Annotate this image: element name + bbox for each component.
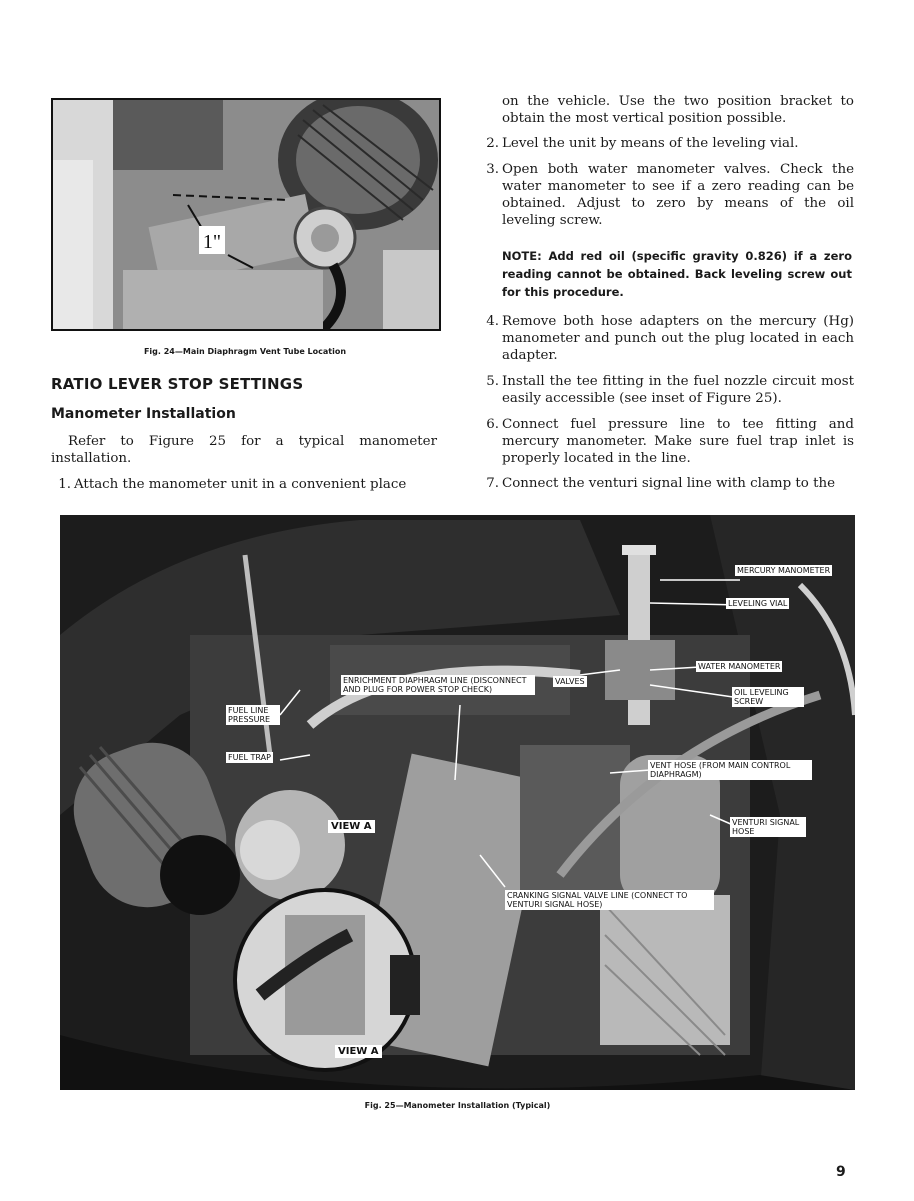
step-4	[479, 313, 854, 364]
note-block: NOTE: Add red oil (specific gravity 0.826) if a zero reading cannot be obtained. Back leveling screw out for this procedure.	[502, 249, 852, 299]
step-number: 3.	[486, 162, 499, 177]
callout-valves: VALVES	[555, 677, 585, 686]
sub-heading: Manometer Installation	[51, 406, 236, 422]
step-text: Level the unit by means of the leveling vial.	[502, 136, 799, 151]
figure-24-caption: Fig. 24—Main Diaphragm Vent Tube Location	[143, 347, 347, 356]
figure-24-photo	[51, 98, 441, 331]
step-text: Install the tee fitting in the fuel nozzle circuit most easily accessible (see inset of Figure 25).	[502, 374, 854, 406]
view-a-label: VIEW A	[328, 820, 375, 833]
step-number: 7.	[486, 476, 499, 491]
page-number: 9	[836, 1164, 846, 1180]
figure-25-caption: Fig. 25—Manometer Installation (Typical)	[364, 1101, 551, 1110]
step-text: Connect fuel pressure line to tee fitting and mercury manometer. Make sure fuel trap inlet is properly located in the line.	[502, 417, 854, 466]
callout-cranking-signal-valve-line: CRANKING SIGNAL VALVE LINE (CONNECT TO VENTURI SIGNAL HOSE)	[505, 890, 714, 910]
intro-paragraph: Refer to Figure 25 for a typical manometer installation.	[51, 434, 437, 466]
section-heading: RATIO LEVER STOP SETTINGS	[51, 375, 304, 393]
measurement-label: 1"	[202, 231, 222, 253]
callout-mercury-manometer: MERCURY MANOMETER	[737, 566, 831, 575]
step-2	[479, 135, 854, 152]
callout-venturi-signal-hose: VENTURI SIGNAL HOSE	[730, 817, 806, 837]
step-1-continued	[479, 93, 854, 127]
callout-leveling-vial: LEVELING VIAL	[728, 599, 788, 608]
step-text: Attach the manometer unit in a convenient place	[74, 477, 407, 492]
step-7	[479, 475, 854, 492]
engine-photo-graphic	[53, 100, 439, 329]
callout-enrichment-diaphragm-line: ENRICHMENT DIAPHRAGM LINE (DISCONNECT AND PLUG FOR POWER STOP CHECK)	[341, 675, 535, 695]
step-text: on the vehicle. Use the two position bracket to obtain the most vertical position possible.	[502, 94, 854, 126]
step-1	[51, 476, 437, 493]
step-6	[479, 416, 854, 467]
step-5	[479, 373, 854, 407]
callout-vent-hose: VENT HOSE (FROM MAIN CONTROL DIAPHRAGM)	[648, 760, 812, 780]
callout-fuel-line-pressure: FUEL LINE PRESSURE	[226, 705, 280, 725]
step-3	[479, 161, 854, 229]
callout-water-manometer: WATER MANOMETER	[698, 662, 781, 671]
step-text: Open both water manometer valves. Check the water manometer to see if a zero reading can be obtained. Adjust to zero by means of the oil leveling screw.	[502, 162, 854, 228]
step-text: Connect the venturi signal line with clamp to the	[502, 476, 836, 491]
step-number: 2.	[486, 136, 499, 151]
step-number: 4.	[486, 314, 499, 329]
figure-25-photo	[60, 515, 855, 1090]
callout-fuel-trap: FUEL TRAP	[228, 753, 271, 762]
step-number: 6.	[486, 417, 499, 432]
callout-oil-leveling-screw: OIL LEVELING SCREW	[732, 687, 804, 707]
step-number: 5.	[486, 374, 499, 389]
step-number: 1.	[58, 477, 71, 492]
view-a-inset-label: VIEW A	[335, 1045, 382, 1058]
step-text: Remove both hose adapters on the mercury (Hg) manometer and punch out the plug located in each adapter.	[502, 314, 854, 363]
